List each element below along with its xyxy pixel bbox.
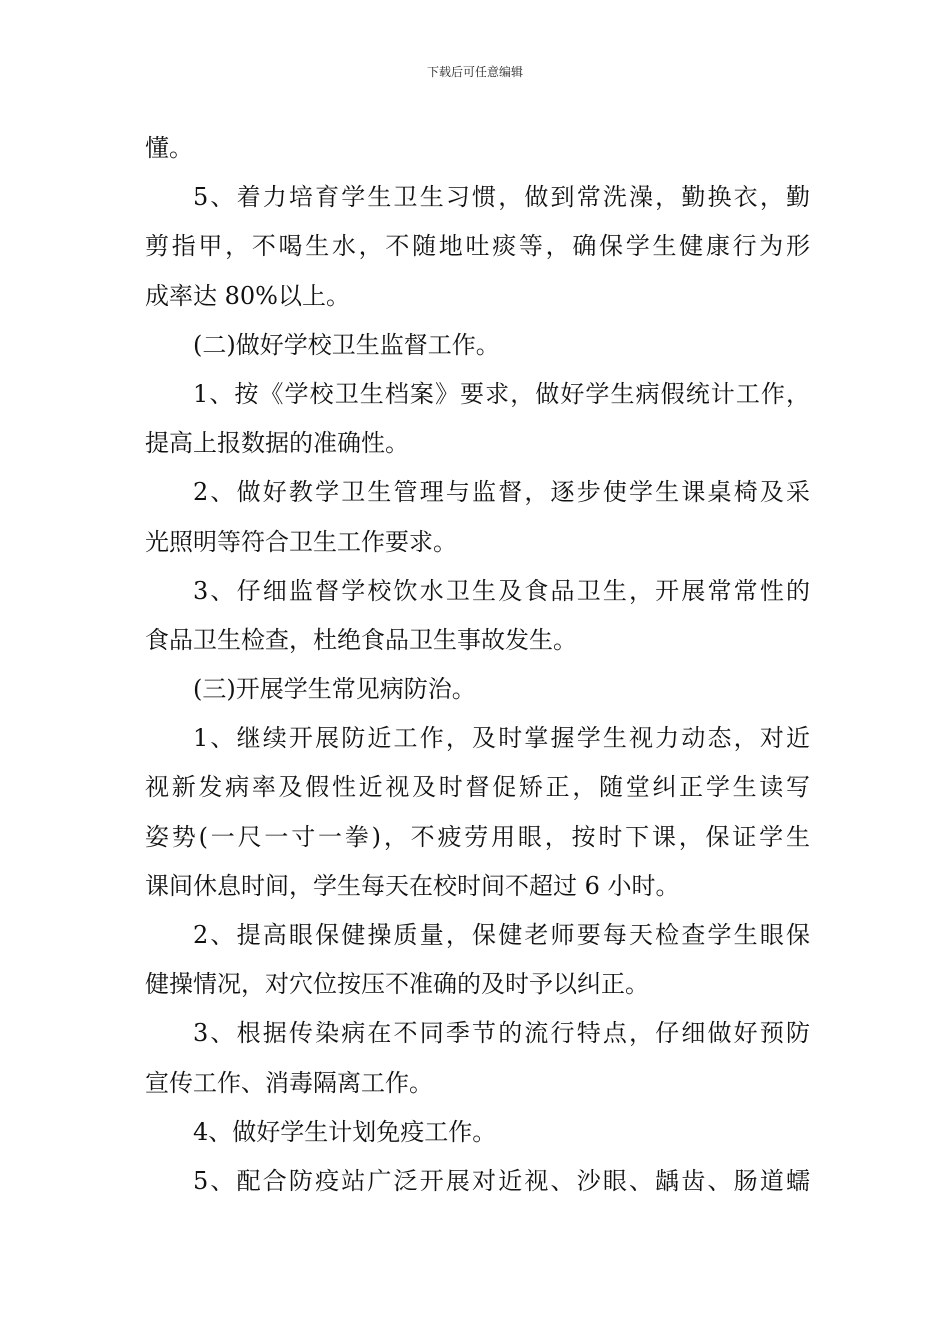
text-line: 懂。 (145, 134, 193, 162)
text-line: 3、根据传染病在不同季节的流行特点，仔细做好预防 (193, 1019, 810, 1048)
text-line: (三)开展学生常见病防治。 (193, 675, 476, 704)
text-line: 视新发病率及假性近视及时督促矫正，随堂纠正学生读写 (145, 773, 810, 802)
text-line: 4、做好学生计划免疫工作。 (193, 1117, 497, 1146)
text-line: 剪指甲，不喝生水，不随地吐痰等，确保学生健康行为形 (145, 232, 810, 261)
text-line: 1、按《学校卫生档案》要求，做好学生病假统计工作， (193, 379, 810, 408)
page-header: 下载后可任意编辑 (426, 65, 523, 79)
document-body (145, 124, 810, 1206)
text-line: 光照明等符合卫生工作要求。 (145, 527, 457, 556)
text-line: 健操情况，对穴位按压不准确的及时予以纠正。 (145, 970, 649, 999)
text-line: (二)做好学校卫生监督工作。 (193, 330, 500, 359)
text-line: 宣传工作、消毒隔离工作。 (145, 1068, 433, 1097)
text-line: 1、继续开展防近工作，及时掌握学生视力动态，对近 (193, 724, 810, 753)
text-line: 3、仔细监督学校饮水卫生及食品卫生，开展常常性的 (193, 576, 810, 605)
text-line: 提高上报数据的准确性。 (145, 429, 409, 458)
text-line: 成率达 80%以上。 (145, 281, 350, 310)
text-line: 课间休息时间，学生每天在校时间不超过 6 小时。 (145, 871, 680, 900)
text-line: 姿势(一尺一寸一拳)，不疲劳用眼，按时下课，保证学生 (145, 822, 810, 851)
text-line: 5、着力培育学生卫生习惯，做到常洗澡，勤换衣，勤 (193, 183, 810, 212)
text-line: 2、做好教学卫生管理与监督，逐步使学生课桌椅及采 (193, 478, 810, 507)
text-line: 2、提高眼保健操质量，保健老师要每天检查学生眼保 (193, 921, 810, 949)
text-line: 5、配合防疫站广泛开展对近视、沙眼、龋齿、肠道蠕 (193, 1166, 810, 1195)
text-line: 食品卫生检查，杜绝食品卫生事故发生。 (145, 625, 577, 654)
